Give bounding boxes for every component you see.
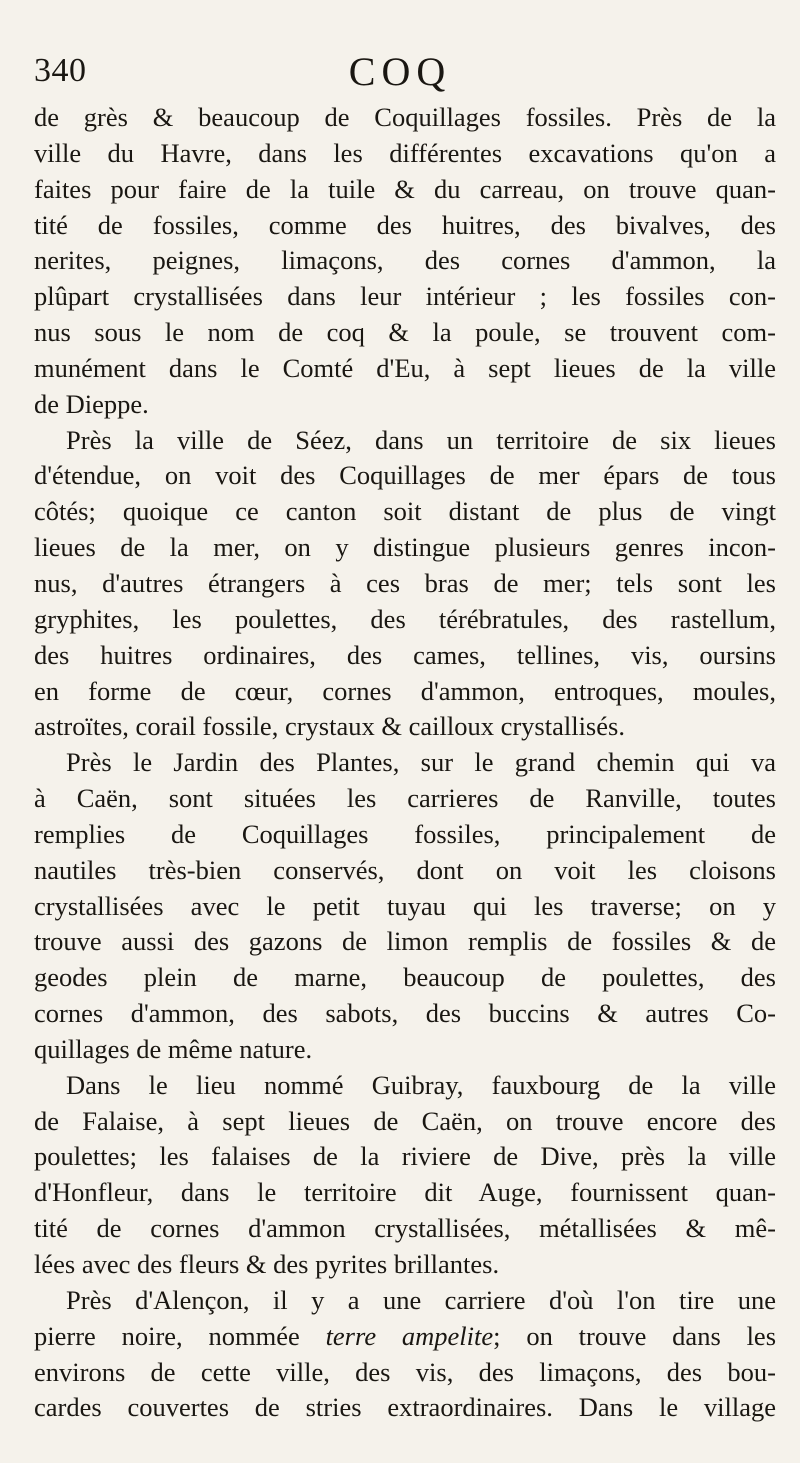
text-line: en forme de cœur, cornes d'ammon, entroques, moules, [34, 675, 776, 706]
text-line: d'Honfleur, dans le territoire dit Auge, fournissent quan- [34, 1177, 776, 1208]
text-line: Près d'Alençon, il y a une carriere d'où l'on tire une [66, 1284, 776, 1315]
text-line: poulettes; les falaises de la riviere de Dive, près la ville [34, 1141, 776, 1172]
text-line: nerites, peignes, limaçons, des cornes d'ammon, la [34, 245, 776, 276]
italic-term: terre ampelite [325, 1320, 494, 1351]
text-span: ; on trouve dans les [493, 1320, 776, 1351]
text-line: des huitres ordinaires, des cames, tellines, vis, oursins [34, 639, 776, 670]
text-line: trouve aussi des gazons de limon remplis de fossiles & de [34, 926, 776, 957]
text-line: astroïtes, corail fossile, crystaux & cailloux crystallisés. [34, 711, 625, 742]
text-line: gryphites, les poulettes, des térébratules, des rastellum, [34, 603, 776, 634]
page-header [34, 48, 766, 98]
text-line: nus sous le nom de coq & la poule, se trouvent com- [34, 317, 776, 348]
text-line: cardes couvertes de stries extraordinaires. Dans le village [34, 1392, 776, 1423]
text-line: de Dieppe. [34, 388, 149, 419]
text-line: de Falaise, à sept lieues de Caën, on trouve encore des [34, 1105, 776, 1136]
text-line: d'étendue, on voit des Coquillages de mer épars de tous [34, 460, 776, 491]
text-line: Près la ville de Séez, dans un territoire de six lieues [66, 424, 776, 455]
text-span: pierre noire, nommée [34, 1320, 326, 1351]
text-line: Dans le lieu nommé Guibray, fauxbourg de la ville [66, 1069, 776, 1100]
text-line: nautiles très-bien conservés, dont on voit les cloisons [34, 854, 776, 885]
text-line: remplies de Coquillages fossiles, principalement de [34, 818, 776, 849]
text-line: Près le Jardin des Plantes, sur le grand chemin qui va [66, 747, 776, 778]
text-line: cornes d'ammon, des sabots, des buccins & autres Co- [34, 998, 776, 1029]
text-line: de grès & beaucoup de Coquillages fossiles. Près de la [34, 102, 776, 132]
body-text [34, 100, 776, 1426]
text-line: tité de cornes d'ammon crystallisées, métallisées & mê- [34, 1213, 776, 1244]
text-line: crystallisées avec le petit tuyau qui les traverse; on y [34, 890, 776, 921]
text-line: ville du Havre, dans les différentes excavations qu'on a [34, 137, 776, 168]
text-line: lées avec des fleurs & des pyrites brillantes. [34, 1249, 500, 1279]
text-line [34, 1319, 776, 1355]
text-line: nus, d'autres étrangers à ces bras de mer; tels sont les [34, 567, 776, 598]
text-line: environs de cette ville, des vis, des limaçons, des bou- [34, 1356, 776, 1387]
text-line: munément dans le Comté d'Eu, à sept lieues de la ville [34, 352, 776, 383]
text-line: côtés; quoique ce canton soit distant de plus de vingt [34, 496, 776, 527]
text-line: tité de fossiles, comme des huitres, des bivalves, des [34, 209, 776, 240]
page-number: 340 [34, 52, 87, 89]
text-line: faites pour faire de la tuile & du carreau, on trouve quan- [34, 173, 776, 204]
text-line: quillages de même nature. [34, 1033, 313, 1064]
text-line: geodes plein de marne, beaucoup de poulettes, des [34, 962, 776, 993]
text-line: plûpart crystallisées dans leur intérieur ; les fossiles con- [34, 281, 776, 312]
running-head-title: COQ [348, 49, 452, 94]
text-line: à Caën, sont situées les carrieres de Ranville, toutes [34, 783, 776, 814]
text-line: lieues de la mer, on y distingue plusieurs genres incon- [34, 532, 776, 563]
